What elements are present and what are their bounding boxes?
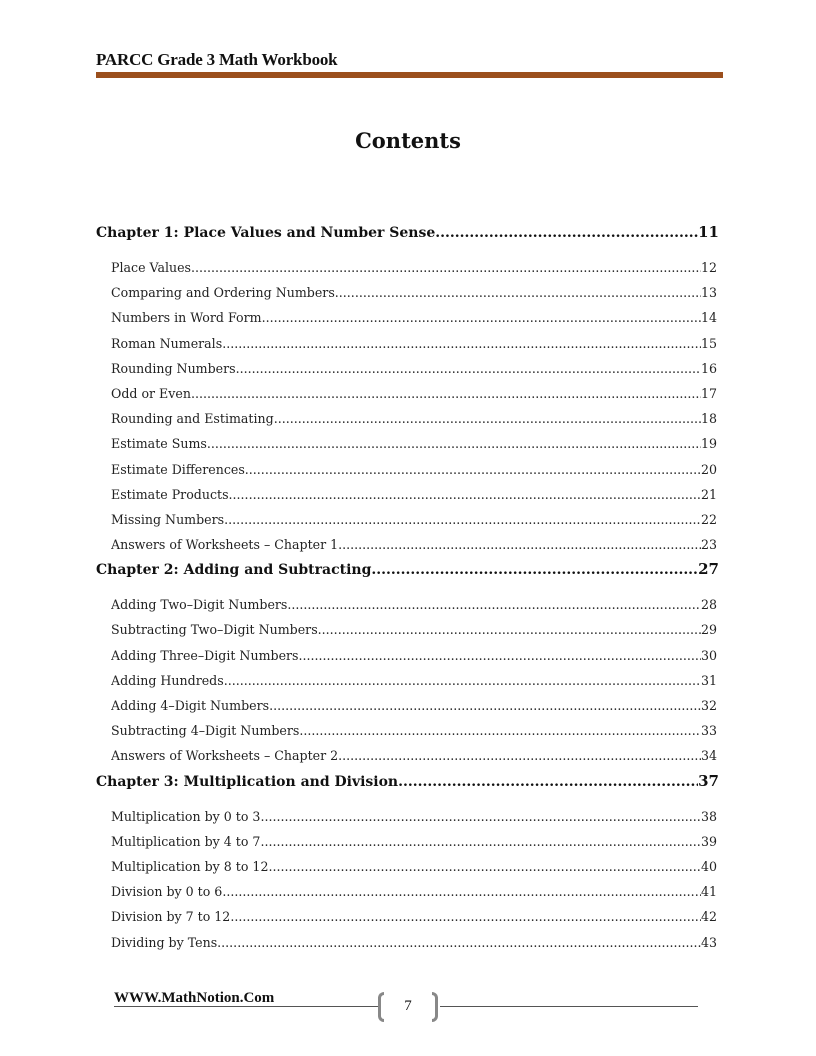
toc-item-page: 23 <box>700 537 717 553</box>
toc-item[interactable] <box>111 507 717 532</box>
toc-item-page: 16 <box>700 360 717 376</box>
toc-item-page: 13 <box>700 285 717 301</box>
toc-item-label: Estimate Sums <box>111 436 207 452</box>
toc-chapter-2[interactable] <box>96 557 719 582</box>
dot-leader <box>229 482 701 507</box>
left-bracket-icon <box>378 992 384 1022</box>
toc-item-page: 34 <box>700 748 717 764</box>
toc-item-page: 29 <box>700 622 717 638</box>
dot-leader <box>299 643 701 668</box>
toc-item[interactable] <box>111 592 717 617</box>
toc-item-page: 19 <box>700 436 717 452</box>
chapter-page: 37 <box>698 771 719 790</box>
toc-item[interactable] <box>111 693 717 718</box>
dot-leader <box>245 457 701 482</box>
dot-leader <box>224 507 701 532</box>
toc-item[interactable] <box>111 431 717 456</box>
dot-leader <box>274 406 701 431</box>
toc-item-page: 15 <box>700 335 717 351</box>
toc-item-label: Adding Three–Digit Numbers <box>111 647 299 663</box>
toc-item-label: Adding 4–Digit Numbers <box>111 698 270 713</box>
toc-item[interactable] <box>111 879 717 904</box>
page-title: Contents <box>355 128 461 153</box>
toc-item-page: 31 <box>700 672 717 688</box>
toc-item-label: Missing Numbers <box>111 511 225 527</box>
chapter-page: 27 <box>698 560 719 579</box>
toc-item[interactable] <box>111 930 717 955</box>
footer-rule-right <box>440 1006 698 1007</box>
dot-leader <box>217 930 701 955</box>
toc-item[interactable] <box>111 331 717 356</box>
toc-item-label: Adding Hundreds <box>111 672 224 688</box>
dot-leader <box>262 305 701 330</box>
toc-item-label: Rounding and Estimating <box>111 411 274 427</box>
dot-leader <box>230 904 701 929</box>
toc-item[interactable] <box>111 381 717 406</box>
toc-item[interactable] <box>111 457 717 482</box>
dot-leader <box>191 381 701 406</box>
running-header-title: PARCC Grade 3 Math Workbook <box>96 50 338 69</box>
toc-item[interactable] <box>111 854 717 879</box>
toc-item-label: Comparing and Ordering Numbers <box>111 285 335 301</box>
toc-item-label: Multiplication by 0 to 3 <box>111 808 261 824</box>
chapter-title: Chapter 3: Multiplication and Division <box>96 773 399 790</box>
toc-item-page: 17 <box>700 385 717 401</box>
dot-leader <box>224 668 701 693</box>
toc-item[interactable] <box>111 668 717 693</box>
dot-leader <box>435 221 698 245</box>
dot-leader <box>191 255 701 280</box>
toc-item-label: Estimate Products <box>111 486 229 502</box>
toc-item-page: 18 <box>700 411 717 427</box>
toc-item-page: 28 <box>700 597 717 613</box>
toc-item-label: Estimate Differences <box>111 461 245 477</box>
toc-item-label: Subtracting 4–Digit Numbers <box>111 723 300 739</box>
toc-item-page: 43 <box>700 934 717 950</box>
toc-item-page: 38 <box>700 808 717 824</box>
dot-leader <box>260 804 701 829</box>
toc-item[interactable] <box>111 904 717 929</box>
dot-leader <box>222 331 701 356</box>
toc-item-label: Multiplication by 4 to 7 <box>111 833 261 849</box>
chapter-title: Chapter 1: Place Values and Number Sense <box>96 225 436 241</box>
footer-website: WWW.MathNotion.Com <box>114 990 275 1006</box>
toc-item-page: 14 <box>700 310 717 326</box>
toc-item-label: Division by 7 to 12 <box>111 909 231 925</box>
toc-item-page: 40 <box>700 858 717 874</box>
dot-leader <box>268 854 701 879</box>
toc-item-label: Subtracting Two–Digit Numbers <box>111 622 318 638</box>
toc-item-page: 21 <box>700 486 717 502</box>
toc-item[interactable] <box>111 305 717 330</box>
toc-item-label: Multiplication by 8 to 12 <box>111 858 269 874</box>
toc-item-label: Roman Numerals <box>111 335 223 351</box>
toc-item-label: Adding Two–Digit Numbers <box>111 597 288 613</box>
toc-item-page: 33 <box>700 723 717 739</box>
dot-leader <box>207 431 701 456</box>
toc-item-page: 32 <box>700 698 717 713</box>
dot-leader <box>222 879 701 904</box>
toc-item-page: 42 <box>700 909 717 925</box>
header-rule <box>96 72 723 78</box>
toc-item[interactable] <box>111 255 717 280</box>
toc-item-label: Rounding Numbers <box>111 360 236 376</box>
table-of-contents <box>96 220 719 955</box>
toc-item[interactable] <box>111 643 717 668</box>
dot-leader <box>236 356 701 381</box>
dot-leader <box>371 558 698 582</box>
toc-item-label: Division by 0 to 6 <box>111 884 223 900</box>
toc-item-page: 39 <box>700 833 717 849</box>
toc-item-page: 41 <box>700 884 717 900</box>
chapter-title: Chapter 2: Adding and Subtracting <box>96 562 372 579</box>
toc-item-page: 30 <box>700 647 717 663</box>
toc-item[interactable] <box>111 804 717 829</box>
dot-leader <box>318 617 701 642</box>
toc-item-page: 12 <box>700 260 717 275</box>
toc-item-label: Numbers in Word Form <box>111 310 262 326</box>
dot-leader <box>260 829 701 854</box>
toc-item[interactable] <box>111 406 717 431</box>
toc-item-label: Answers of Worksheets – Chapter 2 <box>111 748 339 764</box>
dot-leader <box>269 693 701 718</box>
toc-item-label: Odd or Even <box>111 385 191 401</box>
toc-item-label: Answers of Worksheets – Chapter 1 <box>111 537 339 553</box>
toc-item-page: 22 <box>700 511 717 527</box>
dot-leader <box>338 532 701 557</box>
dot-leader <box>287 592 701 617</box>
toc-item[interactable] <box>111 532 717 557</box>
toc-item-label: Dividing by Tens <box>111 934 218 950</box>
toc-item[interactable] <box>111 718 717 743</box>
toc-item-page: 20 <box>700 461 717 477</box>
toc-item[interactable] <box>111 356 717 381</box>
toc-chapter-1[interactable] <box>96 220 719 245</box>
toc-item[interactable] <box>111 829 717 854</box>
toc-chapter-3[interactable] <box>96 769 719 794</box>
toc-item-label: Place Values <box>111 260 192 275</box>
dot-leader <box>398 770 698 794</box>
toc-item[interactable] <box>111 280 717 305</box>
toc-item[interactable] <box>111 617 717 642</box>
dot-leader <box>338 743 701 768</box>
chapter-page: 11 <box>698 223 719 241</box>
page-number: 7 <box>404 998 412 1014</box>
dot-leader <box>299 718 701 743</box>
right-bracket-icon <box>432 992 438 1022</box>
dot-leader <box>335 280 701 305</box>
footer-rule-left <box>114 1006 380 1007</box>
toc-item[interactable] <box>111 743 717 768</box>
toc-item[interactable] <box>111 482 717 507</box>
